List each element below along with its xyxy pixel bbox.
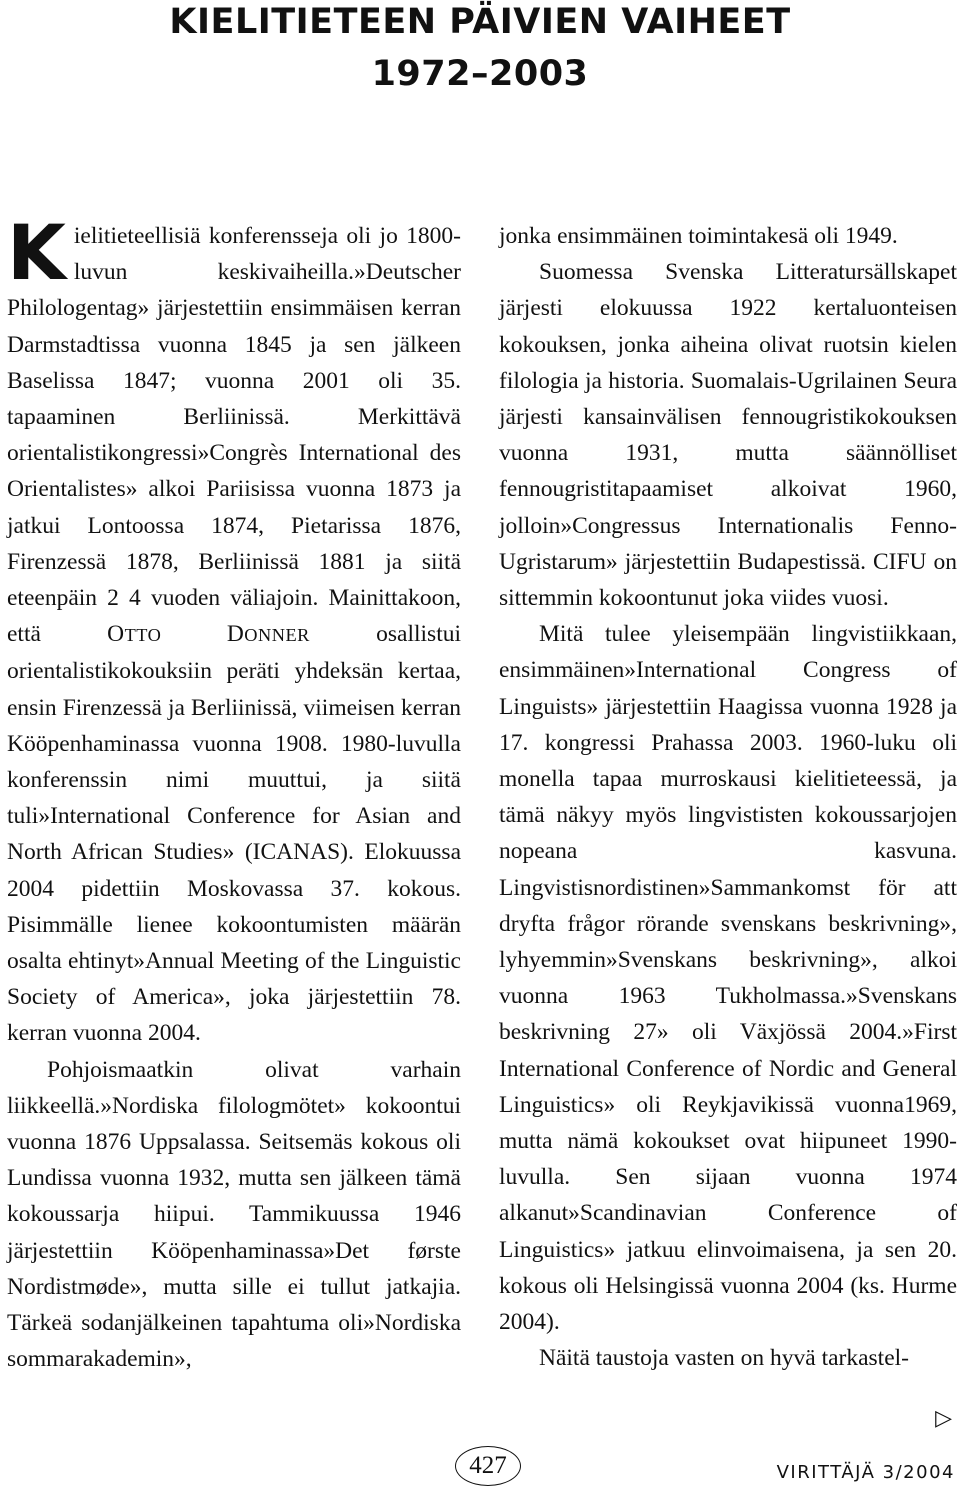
paragraph: Näitä taustoja vasten on hyvä tarkastel- <box>539 1345 909 1372</box>
paragraph: Pohjoismaatkin olivat varhain liikkeellä.»Nordiska filologmötet» kokoontui vuonna 1876 Uppsalassa. Seitsemäs kokous oli Lundissa vuonna 1932, mutta sen jälkeen tämä kokoussarja hiipui. Tammikuussa 1946 järjestettiin Kööpenhaminassa»Det første Nordistmøde», mutta sille ei tullut jatkajia. Tärkeä sodanjälkeinen tapahtuma oli»Nordiska sommarakademin», <box>7 1056 461 1373</box>
person-name <box>107 621 310 648</box>
paragraph-text: ielitieteellisiä konferensseja oli jo 1800-luvun keskivaiheilla.»Deutscher Philologentag» järjestettiin ensimmäisen kerran Darmstadtissa vuonna 1845 ja sen jälkeen Baselissa 1847; vuonna 2001 oli 35. tapaaminen Berliinissä. Merkittävä orientalistikongressi»Congrès International des Orientalistes» alkoi Pariisissa vuonna 1873 ja jatkui Lontoossa 1874, Pietarissa 1876, Firenzessä 1878, Berliinissä 1881 ja siitä eteenpäin 2 4 vuoden väliajoin. Mainittakoon, että <box>7 223 461 648</box>
name-rest: TTO <box>124 625 162 646</box>
paragraph: Mitä tulee yleisempään lingvistiikkaan, ensimmäinen»International Congress of Linguists» järjestettiin Haagissa vuonna 1928 ja 17. kongressi Prahassa 2003. 1960-luku oli monella tapaa murroskausi kielitieteessä, ja tämä näkyy myös lingvististen kokoussarjojen nopeana kasvuna. Lingvistisnordistinen»Sammankomst för att dryfta frågor rörande svenskans beskrivning», lyhyemmin»Svenskans beskrivning», alkoi vuonna 1963 Tukholmassa.»Svenskans beskrivning 27» oli Växjössä 2004.»First International Conference of Nordic and General Linguistics» oli Reykjavikissä vuonna1969, mutta nämä kokoukset ovat hiipuneet 1990-luvulla. Sen sijaan vuonna 1974 alkanut»Scandinavian Conference of Linguistics» jatkuu elinvoimaisena, ja sen 20. kokous oli Helsingissä vuonna 2004 (ks. Hurme 2004). <box>499 621 957 1336</box>
page-number: 427 <box>455 1446 521 1486</box>
name-initial: O <box>107 621 125 648</box>
journal-name: VIRITTÄJÄ 3/2004 <box>776 1462 955 1483</box>
name-initial: D <box>226 621 245 648</box>
page-title: KIELITIETEEN PÄIVIEN VAIHEET <box>169 2 791 42</box>
paragraph <box>7 208 461 1052</box>
drop-cap: K <box>7 208 66 297</box>
paragraph: Suomessa Svenska Litteratursällskapet järjesti elokuussa 1922 kertaluonteisen kokouksen, jonka aiheina olivat ruotsin kielen filologia ja historia. Suomalais-Ugrilainen Seura järjesti kansainvälisen fennougristikokouksen vuonna 1931, mutta säännölliset fennougristitapaamiset alkoivat 1960, jolloin»Congressus Internationalis Fenno-Ugristarum» järjestettiin Budapestissä. CIFU on sittemmin kokoontunut joka viides vuosi. <box>499 259 957 612</box>
next-page-arrow-icon: ▷ <box>935 1406 952 1431</box>
page-subtitle-years: 1972–2003 <box>371 54 589 94</box>
paragraph-text: osallistui orientalistikokouksiin peräti yhdeksän kertaa, ensin Firenzessä ja Berliinissä, viimeisen kerran Kööpenhaminassa vuonna 1908. 1980-luvulla konferenssin nimi muuttui, ja siitä tuli»International Conference for Asian and North African Studies» (ICANAS). Elokuussa 2004 pidettiin Moskovassa 37. kokous. Pisimmälle lienee kokoontumisten määrän osalta ehtinyt»Annual Meeting of the Linguistic Society of America», joka järjestettiin 78. kerran vuonna 2004. <box>7 621 461 1047</box>
right-column <box>499 218 957 1377</box>
paragraph: jonka ensimmäinen toimintakesä oli 1949. <box>499 223 898 249</box>
left-column <box>7 208 461 1378</box>
name-rest: ONNER <box>244 625 310 646</box>
